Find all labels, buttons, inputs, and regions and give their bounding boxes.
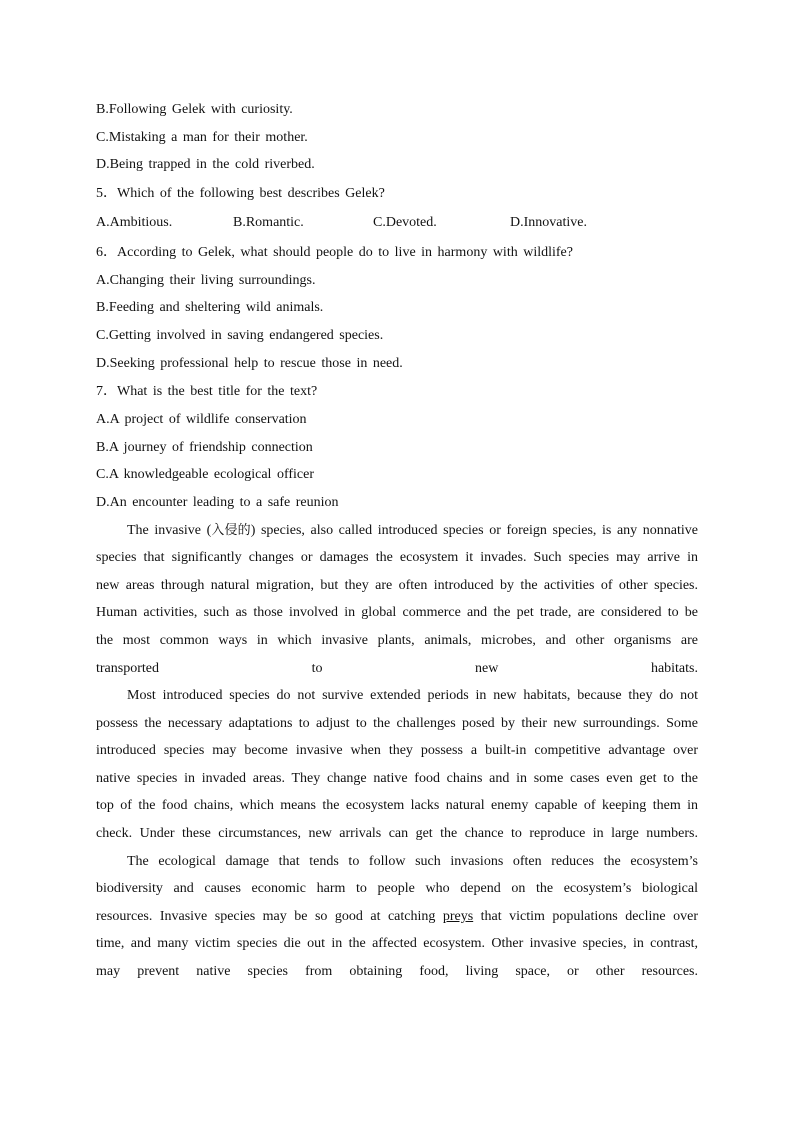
- p1-chinese-gloss: 入侵的: [211, 522, 251, 538]
- p1-start: The invasive (: [127, 522, 212, 538]
- q4-option-c: C.Mistaking a man for their mother.: [96, 129, 308, 145]
- passage-paragraph-1: [96, 517, 698, 683]
- q7-stem: 7．What is the best title for the text?: [96, 384, 318, 400]
- p1-rest: ) species, also called introduced species or foreign species, is any nonnative species that significantly changes or damages the ecosystem it invades. Such species may arrive in new areas through natural migration, but they are often introduced by the activities of other species. Human activities, such as those involved in global commerce and the pet trade, are considered to be the most common ways in which invasive plants, animals, microbes, and other organisms are transported to new habitats.: [96, 522, 698, 676]
- q4-option-b: B.Following Gelek with curiosity.: [96, 102, 293, 117]
- q7-option-a: A.A project of wildlife conservation: [96, 412, 307, 428]
- q5-option-b: B.Romantic.: [233, 214, 304, 230]
- q5-options: [96, 208, 698, 238]
- q7-option-d: D.An encounter leading to a safe reunion: [96, 494, 339, 510]
- q6-option-a: A.Changing their living surroundings.: [96, 272, 316, 288]
- document-page: [96, 96, 698, 986]
- passage-paragraph-2: Most introduced species do not survive extended periods in new habitats, because they do not possess the necessary adaptations to adjust to the challenges posed by their new surroundings. Some introduced species may become invasive when they possess a built-in competitive advantage over native species in invaded areas. They change native food chains and in some cases even get to the top of the food chains, which means the ecosystem lacks natural enemy capable of keeping them in check. Under these circumstances, new arrivals can get the chance to reproduce in large numbers.: [96, 688, 698, 842]
- q7-option-c: C.A knowledgeable ecological officer: [96, 467, 314, 483]
- q5-option-a: A.Ambitious.: [96, 214, 173, 230]
- q4-option-d: D.Being trapped in the cold riverbed.: [96, 157, 315, 173]
- q6-option-c: C.Getting involved in saving endangered species.: [96, 327, 384, 343]
- p3-underlined-word: preys: [442, 908, 474, 924]
- passage-paragraph-3: [96, 848, 698, 986]
- p3-rest: that victim populations decline over time, and many victim species die out in the affected ecosystem. Other invasive species, in contrast, may prevent native species from obtaining food, living space, or other resources.: [96, 908, 698, 980]
- q5-option-d: D.Innovative.: [510, 214, 587, 230]
- p3-start: The ecological damage that tends to follow such invasions often reduces the ecosystem’s biodiversity and causes economic harm to people who depend on the ecosystem’s biological resources. Invasive species may be so good at catching: [96, 853, 698, 924]
- q6-option-d: D.Seeking professional help to rescue those in need.: [96, 355, 403, 371]
- q5-option-c: C.Devoted.: [373, 214, 437, 230]
- q7-option-b: B.A journey of friendship connection: [96, 439, 313, 455]
- q6-stem: 6．According to Gelek, what should people do to live in harmony with wildlife?: [96, 244, 573, 260]
- q6-option-b: B.Feeding and sheltering wild animals.: [96, 300, 324, 316]
- q5-stem: 5．Which of the following best describes Gelek?: [96, 185, 385, 201]
